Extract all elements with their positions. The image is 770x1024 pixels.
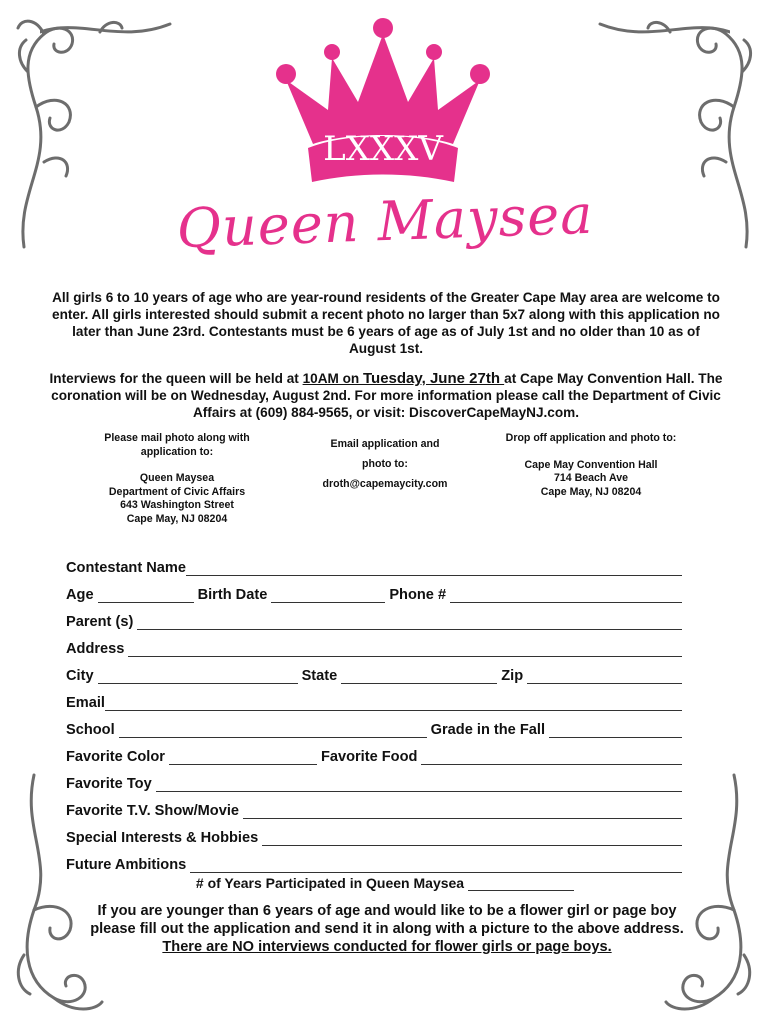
form-row-contestant: Contestant Name [66,549,686,576]
interview-paragraph: Interviews for the queen will be held at 10AM on Tuesday, June 27th at Cape May Convention Hall. The coronation will be on Wednesday, August 2nd. For more information please call the Department of Civic Affairs at (609) 884-9565, or visit: DiscoverCapeMayNJ.com. [49,370,723,420]
years-participated-field[interactable] [468,876,574,891]
address-field[interactable] [128,639,682,657]
form-row-toy: Favorite Toy [66,765,686,792]
grade-field[interactable] [549,720,682,738]
zip-field[interactable] [527,666,682,684]
form-row-ambitions: Future Ambitions [66,846,686,873]
eligibility-paragraph: All girls 6 to 10 years of age who are year-round residents of the Greater Cape May area are welcome to enter. All girls interested should submit a recent photo no larger than 5x7 along with this application no later than June 23rd. Contestants must be 6 years of age as of July 1st and no older than 10 as of August 1st. [52,290,720,356]
years-participated-row: # of Years Participated in Queen Maysea [0,875,770,891]
form-row-school: School Grade in the Fall [66,711,686,738]
parents-field[interactable] [137,612,682,630]
application-form [66,549,686,873]
form-row-show: Favorite T.V. Show/Movie [66,792,686,819]
contestant-name-field[interactable] [186,558,682,576]
form-row-address: Address [66,630,686,657]
city-field[interactable] [98,666,298,684]
favorite-food-field[interactable] [421,747,682,765]
favorite-color-field[interactable] [169,747,317,765]
top-left-flourish-horizontal [40,14,180,44]
form-row-favorites: Favorite Color Favorite Food [66,738,686,765]
mail-instructions: Please mail photo along with application to: Queen Maysea Department of Civic Affairs 643 Washington Street Cape May, NJ 08204 [104,432,250,525]
age-field[interactable] [98,585,194,603]
top-right-flourish-horizontal [590,14,730,44]
dropoff-instructions: Drop off application and photo to: Cape May Convention Hall 714 Beach Ave Cape May, NJ 08204 [505,432,677,498]
interests-field[interactable] [262,828,682,846]
favorite-show-field[interactable] [243,801,682,819]
birth-date-field[interactable] [271,585,385,603]
page-title: Queen Maysea [175,182,595,261]
email-address[interactable]: droth@capemaycity.com [322,478,448,490]
state-field[interactable] [341,666,497,684]
email-field[interactable] [105,693,682,711]
form-row-age: Age Birth Date Phone # [66,576,686,603]
flower-girl-paragraph: If you are younger than 6 years of age and would like to be a flower girl or page boy please fill out the application and send it in along with a picture to the above address. There are NO interviews conducted for flower girls or page boys. [90,903,684,955]
crown-icon [268,14,498,194]
crown-numeral: LXXXV [323,129,443,169]
no-interviews-note: There are NO interviews conducted for flower girls or page boys. [162,939,612,955]
phone-field[interactable] [450,585,682,603]
favorite-toy-field[interactable] [156,774,682,792]
form-row-city: City State Zip [66,657,686,684]
school-field[interactable] [119,720,427,738]
form-row-interests: Special Interests & Hobbies [66,819,686,846]
form-row-email: Email [66,684,686,711]
ambitions-field[interactable] [190,855,682,873]
email-instructions: Email application and photo to: droth@capemaycity.com [290,434,480,494]
form-row-parents: Parent (s) [66,603,686,630]
